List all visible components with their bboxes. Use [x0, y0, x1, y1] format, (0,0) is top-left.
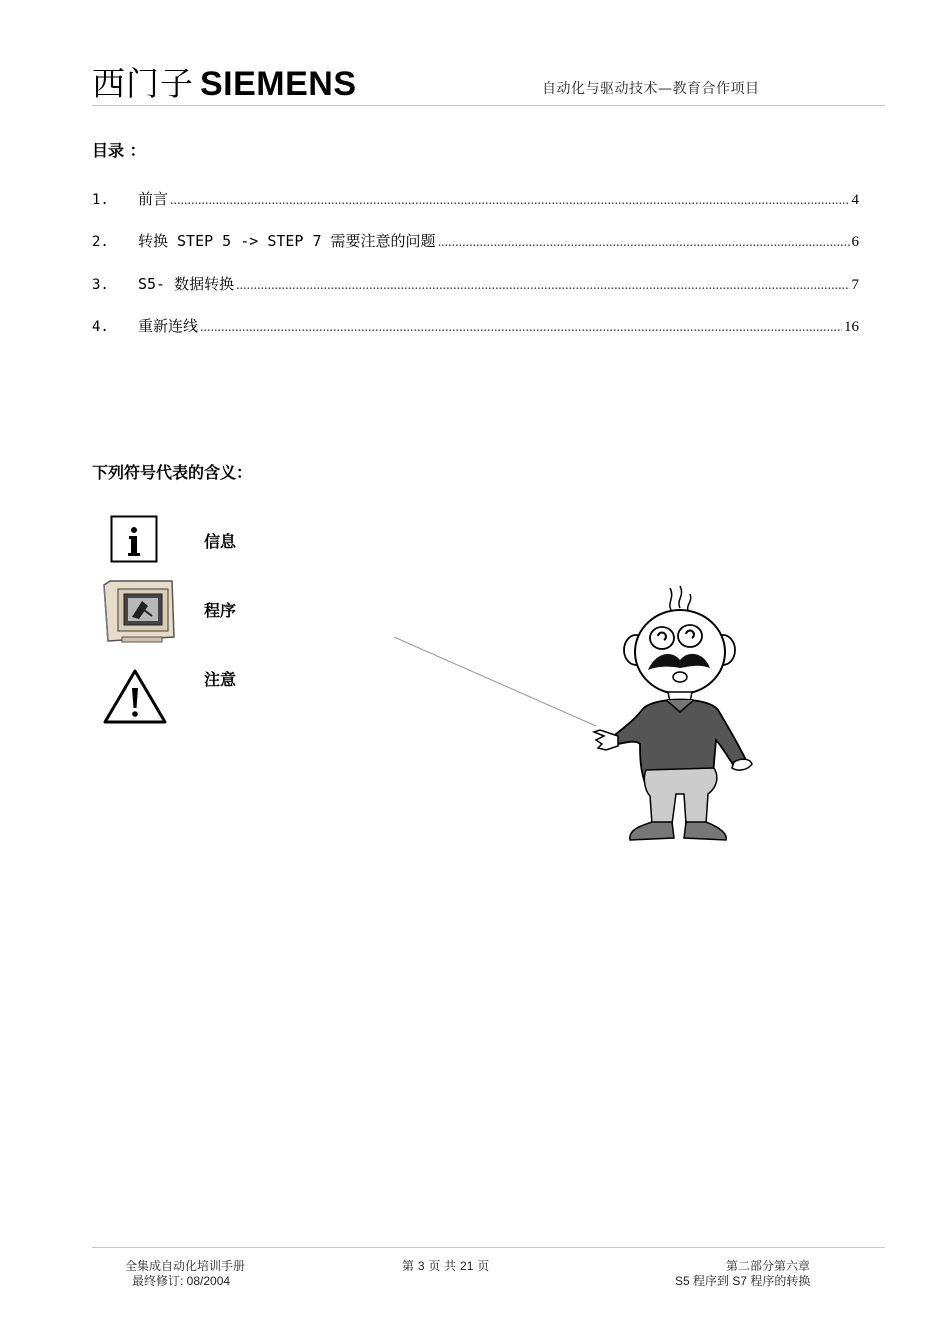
presenter-cartoon	[390, 580, 770, 850]
symbols-title: 下列符号代表的含义：	[92, 463, 253, 482]
toc-leader	[236, 278, 849, 294]
toc-text: 重新连线	[138, 317, 199, 335]
toc-leader	[200, 320, 842, 336]
footer-chapter-title: S5 程序到 S7 程序的转换	[675, 1274, 811, 1288]
page-prefix: 第	[402, 1259, 415, 1273]
logo-english: SIEMENS	[200, 65, 357, 103]
footer-revision: 最终修订: 08/2004	[132, 1274, 231, 1288]
toc-page: 16	[844, 319, 859, 335]
toc-entry-1[interactable]	[92, 188, 859, 210]
toc-entry-4[interactable]	[92, 315, 859, 337]
toc-leader	[438, 235, 850, 251]
page-suffix: 页	[477, 1259, 490, 1273]
page-mid: 页 共	[428, 1259, 457, 1273]
toc-entry-3[interactable]	[92, 273, 859, 295]
warning-triangle-icon	[102, 668, 168, 726]
computer-program-icon	[98, 579, 176, 645]
footer-chapter: 第二部分第六章	[726, 1259, 811, 1273]
program-label: 程序	[204, 601, 237, 620]
page-current: 3	[417, 1259, 425, 1273]
footer-manual-title: 全集成自动化培训手册	[125, 1259, 246, 1273]
logo-chinese: 西门子	[92, 64, 194, 103]
toc-number: 1.	[92, 192, 109, 208]
toc-leader	[170, 193, 849, 209]
attention-label: 注意	[204, 670, 237, 689]
toc-page: 6	[851, 234, 859, 250]
toc-text: 前言	[138, 190, 169, 208]
toc-page: 7	[851, 277, 859, 293]
siemens-logo	[92, 58, 357, 102]
header-subtitle: 自动化与驱动技术—教育合作项目	[542, 81, 760, 97]
header-divider	[92, 105, 885, 106]
toc-number: 3.	[92, 277, 109, 293]
toc-text: 转换 STEP 5 -> STEP 7 需要注意的问题	[138, 232, 436, 250]
toc-entry-2[interactable]	[92, 230, 859, 252]
footer-divider	[92, 1247, 885, 1248]
info-label: 信息	[204, 532, 237, 551]
toc-number: 2.	[92, 234, 109, 250]
toc-text: S5- 数据转换	[138, 275, 235, 293]
info-icon	[110, 515, 158, 563]
toc-title: 目录 ：	[92, 141, 146, 160]
footer-page-counter	[402, 1257, 489, 1274]
toc-number: 4.	[92, 319, 109, 335]
page-total: 21	[460, 1259, 474, 1273]
toc-page: 4	[851, 192, 859, 208]
